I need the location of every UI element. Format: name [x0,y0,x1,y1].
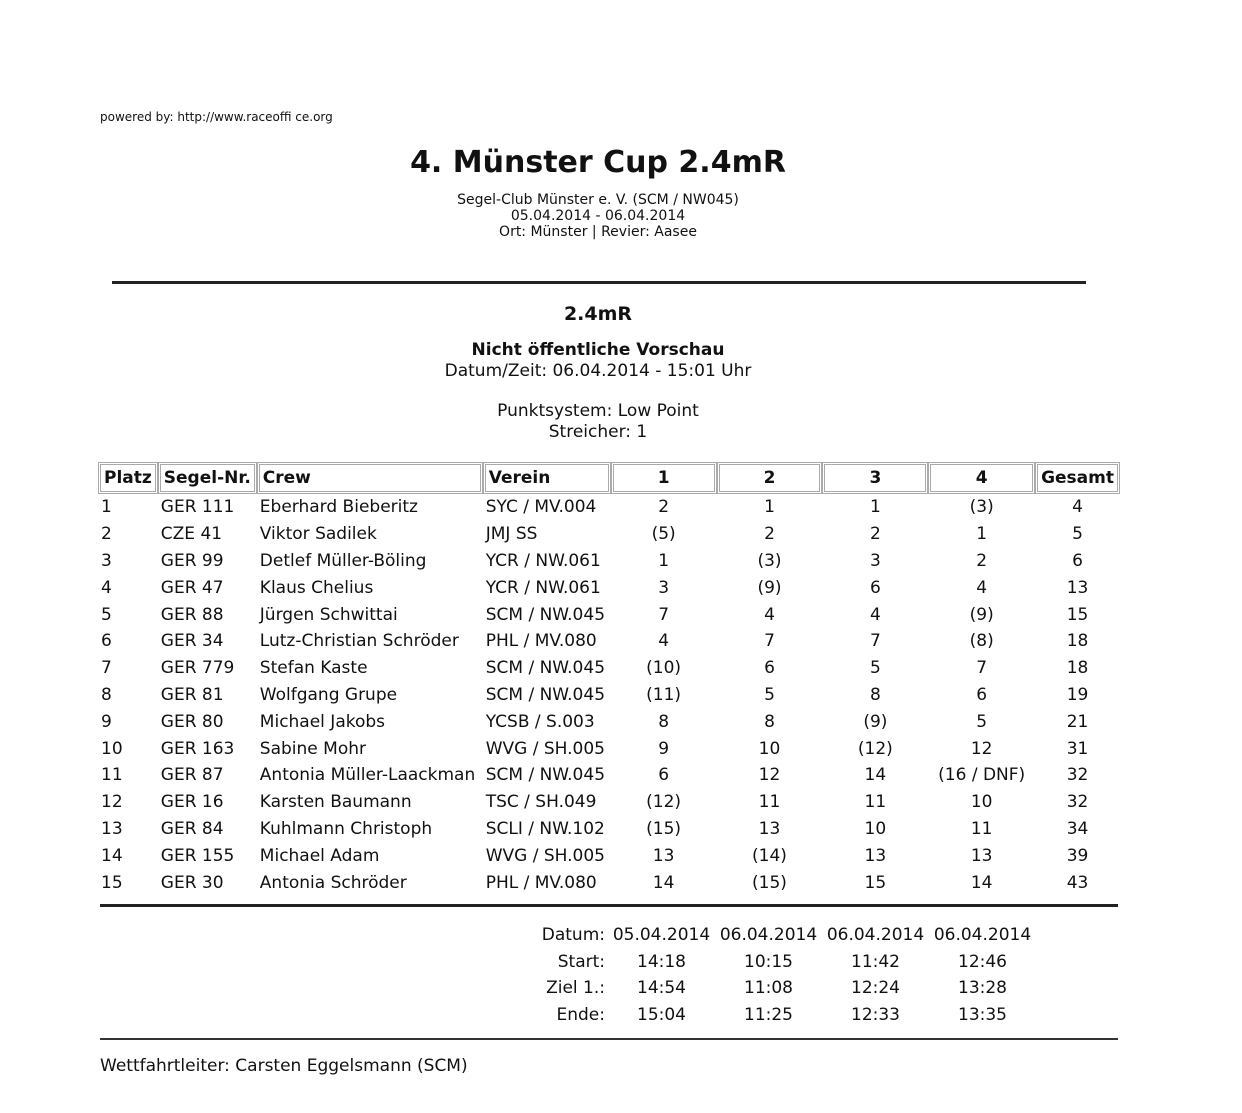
table-cell: 1 [658,550,670,571]
race-officer: Wettfahrtleiter: Carsten Eggelsmann (SCM) [100,1056,468,1076]
table-cell: 7 [869,631,881,652]
table-cell: Stefan Kaste [259,658,368,679]
table-cell: 6 [764,658,775,679]
table-row [98,682,1120,709]
table-cell: 12 [758,765,781,786]
table-cell: (16 / DNF) [938,765,1026,786]
table-cell: 7 [764,631,775,652]
table-cell: Eberhard Bieberitz [259,497,418,518]
table-cell: 34 [1066,818,1089,839]
table-row [98,494,1120,521]
table-cell: (15) [752,872,787,893]
table-cell: 3 [869,550,881,571]
table-cell: 1 [869,497,881,518]
column-header: 1 [611,462,717,494]
column-header: Gesamt [1035,462,1120,494]
table-cell: (3) [969,497,994,518]
table-cell: 6 [1072,550,1083,571]
table-cell: Detlef Müller-Böling [259,550,427,571]
table-cell: 4 [658,631,670,652]
scoring-discards: Streicher: 1 [548,422,648,442]
race-times-label: Ende: [556,1005,605,1026]
table-cell: SCM / NW.045 [485,765,606,786]
table-cell: 19 [1066,684,1089,705]
table-cell: 32 [1066,765,1089,786]
event-dates: 05.04.2014 - 06.04.2014 [510,208,686,224]
table-cell: 6 [101,631,112,652]
table-cell: (9) [863,711,888,732]
race-times-row [536,1002,1036,1029]
table-cell: 11 [864,792,887,813]
header-divider [112,281,1086,284]
table-cell: 14 [970,872,993,893]
table-row [98,735,1120,762]
race-times-value: 06.04.2014 [719,925,818,946]
race-times-value: 14:18 [637,951,686,972]
table-cell: (14) [752,845,787,866]
preview-block [0,340,1196,382]
table-cell: 32 [1066,792,1089,813]
results-body [98,494,1120,896]
table-cell: 10 [758,738,781,759]
column-header: Platz [98,462,158,494]
table-cell: 12 [101,792,123,813]
table-cell: 2 [101,524,112,545]
table-cell: (5) [651,524,676,545]
table-cell: 5 [764,684,775,705]
race-times-value: 05.04.2014 [612,925,711,946]
table-cell: 5 [976,711,988,732]
powered-by: powered by: http://www.raceoffi ce.org [100,110,333,124]
table-cell: GER 155 [160,845,235,866]
table-cell: 5 [869,658,881,679]
table-cell: Viktor Sadilek [259,524,377,545]
preview-datetime: Datum/Zeit: 06.04.2014 - 15:01 Uhr [444,361,752,381]
table-cell: 10 [101,738,123,759]
table-cell: Kuhlmann Christoph [259,818,433,839]
table-row [98,655,1120,682]
table-cell: 1 [976,524,988,545]
table-cell: 13 [101,818,123,839]
table-row [98,789,1120,816]
table-cell: Michael Jakobs [259,711,386,732]
table-cell: 18 [1066,631,1089,652]
table-cell: GER 16 [160,792,224,813]
scoring-block [0,401,1196,443]
table-cell: 6 [869,577,881,598]
column-header: 4 [928,462,1035,494]
column-header: 3 [822,462,928,494]
table-cell: 10 [864,818,887,839]
table-cell: 8 [764,711,775,732]
results-table [98,462,1120,896]
table-cell: 13 [864,845,887,866]
table-cell: WVG / SH.005 [485,845,605,866]
table-cell: (9) [969,604,994,625]
column-header: Segel-Nr. [158,462,257,494]
table-cell: 15 [864,872,887,893]
race-times-value: 11:08 [744,978,793,999]
table-cell: GER 81 [160,684,224,705]
table-cell: 1 [764,497,775,518]
table-row [98,816,1120,843]
class-name: 2.4mR [563,303,633,325]
table-cell: (8) [969,631,994,652]
race-times-value: 13:28 [958,978,1007,999]
race-times-value: 14:54 [637,978,686,999]
table-cell: (12) [857,738,893,759]
table-cell: 11 [758,792,781,813]
race-times-value: 12:24 [851,978,900,999]
table-row [98,762,1120,789]
table-cell: CZE 41 [160,524,223,545]
table-cell: GER 84 [160,818,224,839]
table-cell: 15 [101,872,123,893]
table-cell: 4 [976,577,988,598]
class-heading [0,300,1196,328]
table-cell: (11) [646,684,682,705]
table-cell: 8 [658,711,670,732]
table-cell: (9) [757,577,782,598]
table-cell: GER 30 [160,872,224,893]
table-cell: 39 [1066,845,1089,866]
table-cell: SYC / MV.004 [485,497,597,518]
table-cell: 14 [652,872,675,893]
column-header: Crew [257,462,483,494]
table-cell: 43 [1066,872,1089,893]
results-divider [100,904,1118,907]
table-cell: Antonia Schröder [259,872,407,893]
column-header: Verein [483,462,611,494]
event-location: Ort: Münster | Revier: Aasee [499,224,697,240]
race-times-value: 06.04.2014 [933,925,1032,946]
table-cell: 1 [101,497,112,518]
results-header-row [98,462,1120,494]
table-cell: 14 [101,845,123,866]
table-cell: 18 [1066,658,1089,679]
table-row [98,548,1120,575]
table-cell: 6 [976,684,988,705]
table-cell: Sabine Mohr [259,738,366,759]
scoring-system: Punktsystem: Low Point [497,401,699,421]
table-cell: 13 [652,845,675,866]
table-cell: 8 [869,684,881,705]
table-cell: 9 [101,711,112,732]
table-row [98,574,1120,601]
preview-label: Nicht öffentliche Vorschau [471,340,725,360]
table-cell: 31 [1066,738,1089,759]
table-cell: (12) [646,792,682,813]
table-cell: Lutz-Christian Schröder [259,631,459,652]
table-cell: 5 [101,604,112,625]
table-cell: SCLI / NW.102 [485,818,605,839]
table-cell: PHL / MV.080 [485,631,597,652]
table-cell: PHL / MV.080 [485,872,597,893]
times-divider [100,1038,1118,1040]
table-cell: Michael Adam [259,845,380,866]
race-times-value: 11:25 [744,1005,793,1026]
table-row [98,628,1120,655]
table-row [98,601,1120,628]
table-cell: 4 [101,577,112,598]
table-cell: 5 [1072,524,1083,545]
table-cell: GER 34 [160,631,224,652]
table-cell: TSC / SH.049 [485,792,597,813]
table-cell: 4 [764,604,775,625]
race-times-value: 06.04.2014 [826,925,925,946]
table-cell: 7 [658,604,670,625]
table-cell: 11 [101,765,123,786]
table-cell: 11 [970,818,993,839]
table-cell: YCR / NW.061 [485,550,601,571]
race-times-label: Start: [557,951,605,972]
table-cell: 21 [1066,711,1089,732]
club-name: Segel-Club Münster e. V. (SCM / NW045) [457,192,739,208]
race-times-label: Ziel 1.: [546,978,605,999]
event-title: 4. Münster Cup 2.4mR [410,145,786,180]
table-cell: GER 88 [160,604,224,625]
race-times-value: 12:46 [958,951,1007,972]
table-row [98,708,1120,735]
table-cell: YCSB / S.003 [485,711,595,732]
table-cell: 13 [758,818,781,839]
table-cell: JMJ SS [485,524,538,545]
race-times-value: 15:04 [637,1005,686,1026]
table-cell: 12 [970,738,993,759]
table-cell: GER 111 [160,497,235,518]
table-cell: GER 87 [160,765,224,786]
table-cell: 13 [1066,577,1089,598]
table-cell: 14 [864,765,887,786]
table-cell: 4 [1072,497,1083,518]
table-cell: 7 [976,658,988,679]
event-header [0,140,1196,240]
table-cell: SCM / NW.045 [485,684,606,705]
table-cell: 15 [1066,604,1089,625]
table-cell: WVG / SH.005 [485,738,605,759]
table-cell: 2 [976,550,988,571]
table-row [98,842,1120,869]
table-cell: (3) [757,550,782,571]
race-times-table [536,922,1036,1028]
table-cell: 2 [869,524,881,545]
table-cell: Klaus Chelius [259,577,374,598]
race-times-value: 11:42 [851,951,900,972]
table-cell: GER 163 [160,738,235,759]
table-cell: 3 [658,577,670,598]
table-cell: 4 [869,604,881,625]
table-cell: Karsten Baumann [259,792,412,813]
table-cell: YCR / NW.061 [485,577,601,598]
race-times-row [536,949,1036,976]
table-cell: 7 [101,658,112,679]
table-cell: 2 [764,524,775,545]
table-row [98,869,1120,896]
race-times-label: Datum: [541,925,605,946]
table-cell: GER 47 [160,577,224,598]
table-cell: 10 [970,792,993,813]
race-times-row [536,922,1036,949]
table-cell: GER 779 [160,658,235,679]
column-header: 2 [717,462,823,494]
race-times-value: 10:15 [744,951,793,972]
table-row [98,521,1120,548]
race-times-value: 12:33 [851,1005,900,1026]
table-cell: Jürgen Schwittai [259,604,398,625]
table-cell: 8 [101,684,112,705]
table-cell: GER 99 [160,550,224,571]
table-cell: 6 [658,765,670,786]
table-cell: GER 80 [160,711,224,732]
table-cell: Antonia Müller-Laackman [259,765,476,786]
table-cell: 2 [658,497,670,518]
table-cell: (15) [646,818,682,839]
table-cell: 3 [101,550,112,571]
table-cell: Wolfgang Grupe [259,684,398,705]
table-cell: SCM / NW.045 [485,604,606,625]
race-times-value: 13:35 [958,1005,1007,1026]
table-cell: SCM / NW.045 [485,658,606,679]
table-cell: 13 [970,845,993,866]
race-times-row [536,975,1036,1002]
table-cell: (10) [646,658,682,679]
table-cell: 9 [658,738,670,759]
